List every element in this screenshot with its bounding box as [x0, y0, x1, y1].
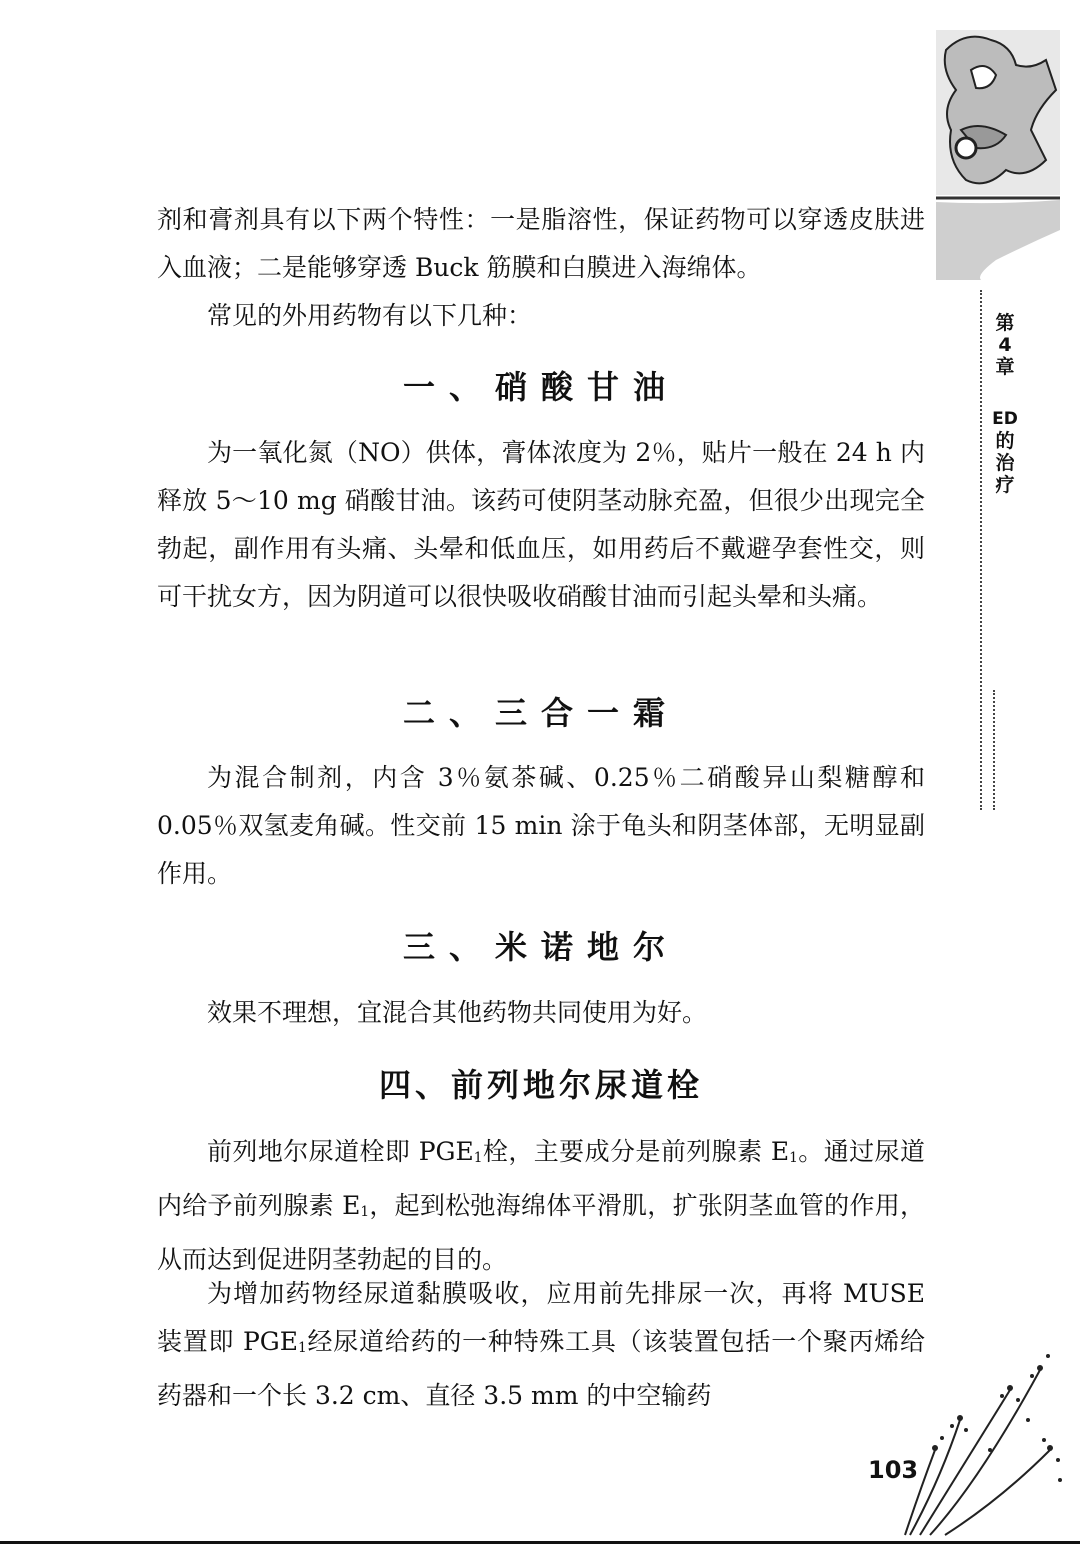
chapter-char: 4: [998, 334, 1012, 356]
subscript: 1: [298, 1340, 307, 1357]
paragraph-fragment: 为增加药物经尿道黏膜吸收，应用前先排尿一次，再将 MUSE 装置即 PGE: [157, 1279, 925, 1356]
chapter-title-char: 疗: [995, 474, 1015, 496]
paragraph: 为一氧化氮（NO）供体，膏体浓度为 2％，贴片一般在 24 h 内释放 5～10 mg 硝酸甘油。该药可使阴茎动脉充盈，但很少出现完全勃起，副作用有头痛、头晕和低血压，如用药后不戴避孕套性交，则可干扰女方，因为阴道可以很快吸收硝酸甘油而引起头晕和头痛。: [157, 438, 925, 611]
side-dotted-rule: [980, 290, 982, 810]
paragraph: 常见的外用药物有以下几种：: [207, 301, 533, 330]
page-number: 103: [868, 1456, 919, 1484]
paragraph-fragment: 。通过尿道内给予前列腺素 E: [157, 1137, 925, 1221]
paragraph: [157, 1270, 925, 1420]
subscript: 1: [789, 1150, 798, 1167]
section-heading: 二、三合一霜: [402, 694, 679, 732]
chapter-side-tab: [990, 312, 1020, 496]
subscript: 1: [360, 1204, 370, 1221]
chapter-title-char: ED: [992, 409, 1018, 429]
paragraph-fragment: 前列地尔尿道栓即 PGE: [207, 1137, 474, 1166]
chapter-char: 第: [995, 312, 1015, 334]
plant-decoration: [900, 1330, 1070, 1540]
paragraph-fragment: 经尿道给药的一种特殊工具（该装置包括一个聚丙烯给药器和一个长 3.2 cm、直径 3.5 mm 的中空输药: [157, 1327, 925, 1411]
paragraph: 剂和膏剂具有以下两个特性：一是脂溶性，保证药物可以穿透皮肤进入血液；二是能够穿透 Buck 筋膜和白膜进入海绵体。: [157, 205, 925, 282]
chapter-corner-illustration: [936, 30, 1060, 280]
chapter-title-char: 的: [995, 430, 1015, 452]
section-heading: 三、米诺地尔: [402, 928, 679, 966]
side-dotted-rule: [993, 690, 995, 810]
section-heading: 四、前列地尔尿道栓: [378, 1066, 703, 1104]
paragraph-fragment: ，起到松弛海绵体平滑肌，扩张阴茎血管的作用，从而达到促进阴茎勃起的目的。: [157, 1191, 925, 1275]
chapter-title-char: 治: [995, 452, 1015, 474]
paragraph: 为混合制剂，内含 3％氨茶碱、0.25％二硝酸异山梨糖醇和 0.05％双氢麦角碱。性交前 15 min 涂于龟头和阴茎体部，无明显副作用。: [157, 763, 925, 888]
subscript: 1: [473, 1150, 483, 1167]
paragraph-fragment: 栓，主要成分是前列腺素 E: [482, 1137, 790, 1166]
section-heading: 一、硝酸甘油: [402, 368, 679, 406]
paragraph: 效果不理想，宜混合其他药物共同使用为好。: [207, 998, 708, 1027]
chapter-char: 章: [995, 356, 1015, 378]
bottom-rule: [0, 1541, 1080, 1544]
paragraph: [157, 1128, 925, 1284]
